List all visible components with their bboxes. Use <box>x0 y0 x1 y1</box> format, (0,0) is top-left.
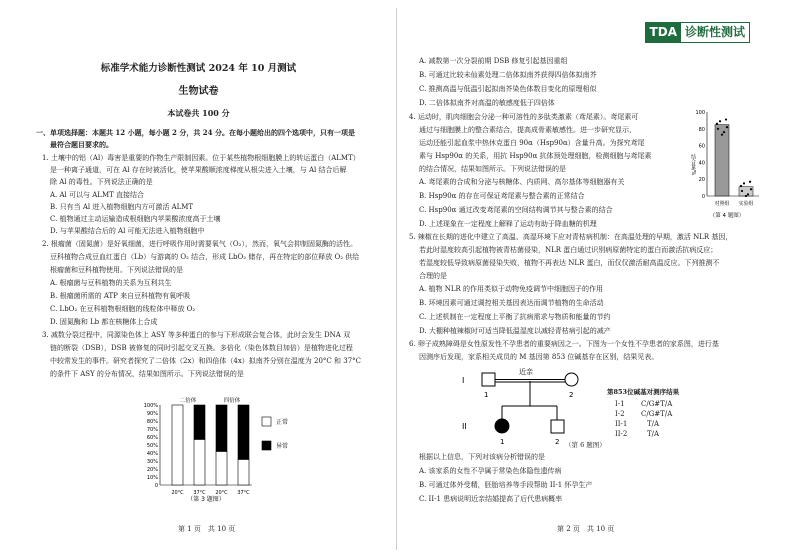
data-point <box>741 190 743 192</box>
q4-text: 4. 运动时，肌肉细胞会分泌一种可溶性的多肽类激素（鸢尾素）。鸢尾素可 <box>409 113 639 121</box>
q1-text: 是一种离子通道，可在 Al 存在时被活化，使苹果酸顺浓度梯度从根尖进入土壤，与 Al 结合后解 <box>50 166 347 174</box>
y-tick-label: 60% <box>146 435 158 441</box>
q4-text: 运动还能引起血浆中热休克蛋白 90α（Hsp90α）含量升高。为探究鸢尾 <box>419 139 645 147</box>
gen-label: I <box>462 376 465 385</box>
q6-option: A. 该家系的女性不孕属于常染色体隐性遗传病 <box>419 467 562 475</box>
q1-text: 除 Al 的毒性。下列说法正确的是 <box>50 178 153 186</box>
table-value: C/G#T/A <box>641 410 673 418</box>
bar-异常 <box>216 405 227 451</box>
page-number: 第 2 页 共 10 页 <box>557 525 615 533</box>
data-point <box>719 120 721 122</box>
q6-text: 根据以上信息，下列对该病分析错误的是 <box>419 453 545 461</box>
table-id: I-2 <box>615 410 625 418</box>
table-value: T/A <box>647 430 660 438</box>
data-point <box>745 195 747 197</box>
id-label: 1 <box>484 391 489 399</box>
chart-caption: （第 3 题图） <box>187 496 225 503</box>
y-tick-label: 100 <box>695 110 705 116</box>
q4-text: 通过与细胞膜上的整合素结合，提高成骨素敏感性。进一步研究显示， <box>419 126 636 134</box>
y-tick-label: 90% <box>146 411 158 417</box>
y-tick-label: 20 <box>698 177 705 184</box>
bar-正常 <box>238 459 249 485</box>
q2-option: A. 根瘤菌与豆科植物的关系为互利共生 <box>50 279 172 287</box>
id-label: 1 <box>500 438 505 446</box>
sequencing-table-title: 第853位碱基对测序结果 <box>607 388 680 396</box>
pedigree-diagram <box>457 366 617 450</box>
table-value: T/A <box>647 420 660 428</box>
subject-title: 生物试卷 <box>178 86 219 97</box>
q5-option: A. 植物 NLR 的作用类似于动物免疫调节中细胞因子的作用 <box>419 285 603 293</box>
y-axis-label: 结合量/% <box>690 154 696 176</box>
score-note: 本试卷共 100 分 <box>167 108 230 118</box>
pedigree-caption: （第 6 题图） <box>565 441 606 449</box>
q6-option: B. 可通过体外受精，胚胎培养等手段帮助 II-1 怀孕生产 <box>419 481 593 489</box>
y-tick-label: 0 <box>154 483 158 489</box>
q6-option: C. II-1 患病说明近亲结婚提高了后代患病概率 <box>419 495 563 503</box>
legend-swatch <box>262 441 271 450</box>
q1-option: C. 植物通过主动运输造成根细胞内苹果酸浓度高于土壤 <box>50 215 221 223</box>
legend-swatch <box>262 417 271 426</box>
q3-text: 中较常发生的事件。研究者探究了二倍体（2x）和四倍体（4x）拟南芥分别在温度为 20°C 和 37°C <box>50 357 362 365</box>
q5-option: C. 上述机制在一定程度上平衡了抗病需求与物质和能量的节约 <box>419 313 611 321</box>
q2-option: D. 固氮酶和 Lb 都在核糖体上合成 <box>50 318 158 326</box>
id-label: 2 <box>569 391 574 399</box>
q3-option: A. 减数第一次分裂前期 DSB 修复引起基因重组 <box>419 57 568 65</box>
q3-option: B. 可通过比较未仙素处理二倍体拟南芥获得四倍体拟南芥 <box>419 71 597 79</box>
q5-option: D. 大棚种植辣椒时可适当降低温湿度以减轻青枯病引起的减产 <box>419 327 611 335</box>
q4-option: D. 上述现象在一定程度上解释了运动有助于降血糖的机理 <box>419 220 597 228</box>
chart-caption: （第 4 题图） <box>709 213 745 219</box>
y-tick-label: 70% <box>146 427 158 433</box>
x-tick-label: 20°C <box>171 490 184 496</box>
q3-option: D. 二倍体拟南芥对高温的敏感度低于四倍体 <box>419 99 555 107</box>
y-tick-label: 20% <box>146 467 158 473</box>
data-point <box>716 123 718 125</box>
x-tick-label: 实验组 <box>738 201 754 207</box>
y-tick-label: 50% <box>146 443 158 449</box>
q5-option: B. 环境因素可通过调控相关基因表达而调节植物的生命活动 <box>419 299 604 307</box>
q3-text: 3. 减数分裂过程中，同源染色体上 ASY 等多种蛋白的参与下形成联会复合体，此时会发生 DNA 双 <box>42 331 351 339</box>
bar-异常 <box>238 405 249 459</box>
bar-正常 <box>172 405 183 485</box>
data-point <box>726 126 728 128</box>
y-tick-label: 40% <box>146 451 158 457</box>
y-tick-label: 100% <box>143 403 158 409</box>
group-label: 二倍体 <box>179 398 197 404</box>
bar-正常 <box>194 439 205 485</box>
data-point <box>740 185 742 187</box>
data-point <box>725 118 727 120</box>
q4-text: 素与 Hsp90α 的关系，用抗 Hsp90α 抗体预处理细胞，检测细胞与鸢尾素 <box>419 152 652 160</box>
data-point <box>721 134 723 136</box>
q4-option: C. Hsp90α 通过改变鸢尾素的空间结构调节其与整合素的结合 <box>419 206 613 214</box>
x-tick-label: 20°C <box>215 490 228 496</box>
data-point <box>749 181 751 183</box>
consanguinity-label: 近亲 <box>519 368 533 376</box>
page-right <box>397 0 794 558</box>
q5-text: 5. 辣椒在长期的进化中建立了高温、高湿环境下应对青枯病机制：在高温处理的早期，激活 NLR 基因， <box>409 233 733 241</box>
y-tick-label: 30% <box>146 459 158 465</box>
q4-option: A. 鸢尾素的合成和分泌与核糖体、内质网、高尔基体等细胞器有关 <box>419 178 625 186</box>
q4-text: 的结合情况，结果如图所示。下列说法错误的是 <box>419 165 566 173</box>
gen-label: II <box>462 422 467 431</box>
logo-title: 诊断性测试 <box>684 25 745 39</box>
male-I-1 <box>482 373 495 386</box>
y-tick-label: 80 <box>698 126 705 133</box>
data-point <box>747 193 749 195</box>
table-id: I-1 <box>615 400 625 408</box>
q5-text: 若此时湿度较高引起植物被青枯菌侵染，NLR 蛋白通过识别病原菌特定的蛋白而激活抗病反应； <box>419 246 718 254</box>
data-point <box>723 131 725 133</box>
section-heading: 最符合题目要求的。 <box>50 140 113 149</box>
group-label: 四倍体 <box>223 398 241 404</box>
q2-text: 根瘤菌和豆科植物使用。下列说法错误的是 <box>50 266 183 274</box>
id-label: 2 <box>555 438 560 446</box>
data-point <box>743 182 745 184</box>
q1-text: 1. 土壤中的铝（Al）毒害是重要的作物生产限制因素。位于某些植物根细胞膜上的转运蛋白（ALMT） <box>42 154 360 162</box>
q2-option: C. LbO₂ 在豆科植物根细胞的线粒体中释放 O₂ <box>50 305 196 313</box>
section-heading: 一、单项选择题：本题共 12 小题，每小题 2 分，共 24 分。在每小题给出的四个选项中，只有一项是 <box>36 128 355 137</box>
exam-title: 标准学术能力诊断性测试 2024 年 10 月测试 <box>100 63 297 74</box>
q4-option: B. Hsp90α 的存在可保证鸢尾素与整合素的正常结合 <box>419 192 585 200</box>
bar-异常 <box>194 405 205 439</box>
x-tick-label: 37°C <box>193 490 206 496</box>
logo-mark: TDA <box>646 23 681 42</box>
data-point <box>750 188 752 190</box>
q6-text: 6. 卵子成熟障碍是女性原发性不孕患者的重要病因之一。下图为一个女性不孕患者的家系图，进行基 <box>409 340 719 348</box>
q3-text: 的条件下 ASY 的分布情况，结果如图所示。下列说法错误的是 <box>50 370 244 378</box>
q2-text: 豆科植物合成豆血红蛋白（Lb）与游离的 O₂ 结合，形成 LbO₂ 储存，再在特定的部位释放 O₂ 供给 <box>50 253 360 261</box>
x-tick-label: 对照组 <box>714 201 730 207</box>
y-tick-label: 10% <box>146 475 158 481</box>
x-tick-label: 37°C <box>237 490 250 496</box>
affected-female-II-1 <box>495 419 509 433</box>
page-number: 第 1 页 共 10 页 <box>178 525 236 533</box>
data-point <box>717 128 719 130</box>
q5-text: 合理的是 <box>419 272 447 280</box>
q2-option: B. 根瘤菌所需的 ATP 来自豆科植物有氧呼吸 <box>50 292 191 300</box>
tda-logo <box>645 22 750 43</box>
q1-option: D. 与苹果酸结合后的 Al 可能无法进入植物细胞中 <box>50 227 205 235</box>
q3-text: 链的断裂（DSB），DSB 被修复的同时引起交叉互换。多倍化（染色体数目加倍）是植物进化过程 <box>50 344 353 352</box>
table-id: II-2 <box>615 430 628 438</box>
legend-label: 正常 <box>276 419 289 426</box>
male-II-2 <box>551 420 564 433</box>
q2-text: 2. 根瘤菌（固氮菌）是好氧细菌，进行呼吸作用时需要氧气（O₂），然而，氧气会抑制固氮酶的活性。 <box>42 240 357 248</box>
q5-text: 若湿度较低导致病原菌侵染失败，植物不再表达 NLR 蛋白，而仅仅激活耐高温反应。下列推测不 <box>419 259 720 267</box>
q1-option: B. 只有当 Al 进入植物细胞内方可激活 ALMT <box>50 203 194 211</box>
table-id: II-1 <box>615 420 628 428</box>
y-tick-label: 60 <box>698 143 705 150</box>
table-value: C/G#T/A <box>641 400 673 408</box>
asy-bar-chart <box>130 393 300 503</box>
bar-正常 <box>216 451 227 485</box>
y-tick-label: 80% <box>146 419 158 425</box>
q1-option: A. Al 可以与 ALMT 直接结合 <box>50 191 145 199</box>
y-tick-label: 40 <box>698 160 705 167</box>
legend-label: 异常 <box>276 443 289 450</box>
female-I-2 <box>565 373 578 386</box>
y-tick-label: 0 <box>701 194 705 200</box>
q6-text: 因测序后发现，家系相关成员的 M 基因第 853 位碱基存在区别，结果见表。 <box>419 353 659 361</box>
irisin-binding-chart <box>689 104 761 222</box>
q3-option: C. 推测高温与低温引起拟南芥染色体数目变化的原理相似 <box>419 85 597 93</box>
